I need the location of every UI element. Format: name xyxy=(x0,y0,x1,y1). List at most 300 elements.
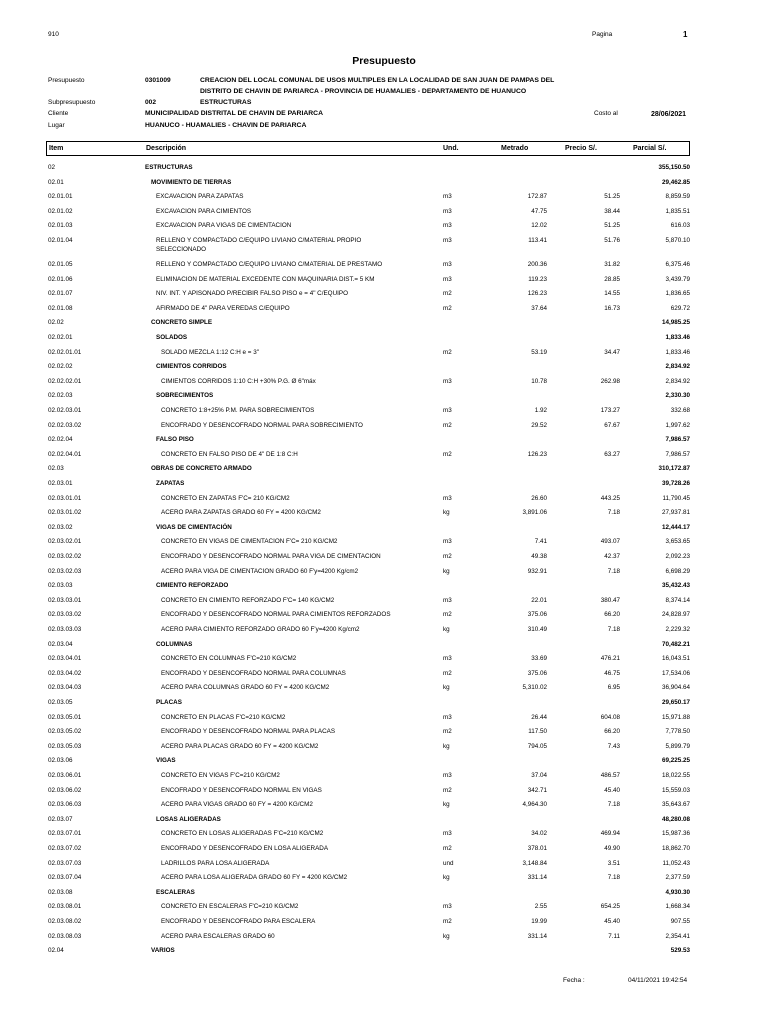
row-parcial: 6,698.29 xyxy=(665,567,690,575)
table-row xyxy=(0,290,768,304)
row-metrado: 375.06 xyxy=(527,611,547,619)
row-item-code: 02.03.02.01 xyxy=(48,538,82,546)
column-header-item: Item xyxy=(49,145,64,152)
row-unit: m3 xyxy=(443,193,452,201)
row-item-code: 02.03.04.03 xyxy=(48,684,82,692)
row-metrado: 3,891.06 xyxy=(522,509,547,517)
row-unit: m3 xyxy=(443,655,452,663)
table-row xyxy=(0,860,768,874)
row-description: ENCOFRADO Y DESENCOFRADO EN LOSA ALIGERADA xyxy=(161,845,329,852)
table-row xyxy=(0,772,768,786)
row-metrado: 34.02 xyxy=(531,830,547,838)
row-metrado: 342.71 xyxy=(527,786,547,794)
row-item-code: 02.03.03.03 xyxy=(48,626,82,633)
row-parcial: 3,653.65 xyxy=(665,538,690,546)
table-row xyxy=(0,830,768,844)
table-row xyxy=(0,757,768,771)
row-description: EXCAVACION PARA VIGAS DE CIMENTACION xyxy=(156,222,292,230)
row-metrado: 331.14 xyxy=(527,874,547,882)
row-metrado: 117.50 xyxy=(528,728,547,736)
row-unit: kg xyxy=(443,684,450,692)
row-description: RELLENO Y COMPACTADO C/EQUIPO LIVIANO C/MATERIAL DE PRESTAMO xyxy=(156,261,383,268)
row-precio: 6.95 xyxy=(607,684,620,692)
row-unit: m3 xyxy=(443,377,452,385)
row-item-code: 02.03.06.03 xyxy=(48,801,82,809)
row-parcial: 1,836.65 xyxy=(665,290,690,298)
row-parcial: 7,778.50 xyxy=(665,728,690,736)
row-precio: 34.47 xyxy=(604,348,620,356)
row-precio: 46.75 xyxy=(604,669,620,677)
row-item-code: 02.03.02.03 xyxy=(48,567,82,575)
row-parcial: 39,728.26 xyxy=(661,480,690,487)
row-description: SOBRECIMIENTOS xyxy=(156,392,214,400)
row-parcial: 11,790.45 xyxy=(662,494,690,502)
table-row xyxy=(0,728,768,742)
row-description: CONCRETO EN COLUMNAS F'C=210 KG/CM2 xyxy=(161,655,297,663)
table-row xyxy=(0,276,768,290)
row-parcial: 529.53 xyxy=(670,947,690,955)
row-description: ACERO PARA VIGA DE CIMENTACION GRADO 60 F'y=4200 Kg/cm2 xyxy=(161,567,359,575)
row-metrado: 113.41 xyxy=(528,237,547,244)
table-row xyxy=(0,714,768,728)
row-metrado: 26.60 xyxy=(531,494,547,502)
row-description: CIMIENTOS CORRIDOS 1:10 C:H +30% P.G. Ø 6"máx xyxy=(161,377,316,385)
row-item-code: 02.03.07 xyxy=(48,815,73,823)
row-metrado: 12.02 xyxy=(531,222,547,230)
table-row xyxy=(0,509,768,523)
row-parcial: 12,444.17 xyxy=(661,523,690,531)
row-precio: 51.76 xyxy=(604,237,620,244)
row-item-code: 02.01.06 xyxy=(48,275,73,283)
row-unit: m3 xyxy=(443,275,452,283)
row-parcial: 629.72 xyxy=(670,304,690,312)
row-description: FALSO PISO xyxy=(156,436,194,444)
row-item-code: 02.03 xyxy=(48,465,64,473)
row-description: ZAPATAS xyxy=(156,480,185,487)
row-description: ENCOFRADO Y DESENCOFRADO NORMAL EN VIGAS xyxy=(161,786,322,794)
row-parcial: 35,643.67 xyxy=(661,801,690,809)
row-item-code: 02.03.02 xyxy=(48,523,73,531)
table-row xyxy=(0,641,768,655)
row-metrado: 932.91 xyxy=(527,567,547,575)
row-description: CONCRETO EN CIMIENTO REFORZADO F'C= 140 KG/CM2 xyxy=(161,596,335,604)
row-unit: m3 xyxy=(443,222,452,230)
row-unit: kg xyxy=(443,801,450,809)
row-description: NIV. INT. Y APISONADO P/RECIBIR FALSO PISO e = 4" C/EQUIPO xyxy=(156,290,348,298)
row-description: ENCOFRADO Y DESENCOFRADO NORMAL PARA PLACAS xyxy=(161,728,336,736)
row-unit: m2 xyxy=(443,611,452,619)
row-description: OBRAS DE CONCRETO ARMADO xyxy=(151,465,252,473)
row-item-code: 02.03.07.01 xyxy=(48,830,82,838)
table-row xyxy=(0,611,768,625)
row-metrado: 26.44 xyxy=(531,713,547,721)
row-precio: 7.18 xyxy=(607,801,620,809)
row-metrado: 172.87 xyxy=(527,193,547,201)
row-precio: 3.51 xyxy=(607,859,620,867)
row-item-code: 02.03.04 xyxy=(48,640,73,648)
table-row xyxy=(0,363,768,377)
row-item-code: 02.02.01.01 xyxy=(48,348,82,356)
row-parcial: 3,439.79 xyxy=(665,275,690,283)
row-item-code: 02.01.05 xyxy=(48,261,73,268)
row-metrado: 33.69 xyxy=(531,655,547,663)
row-item-code: 02.01.02 xyxy=(48,207,73,215)
table-row xyxy=(0,179,768,193)
row-parcial: 15,971.88 xyxy=(661,713,690,721)
row-description: ENCOFRADO Y DESENCOFRADO NORMAL PARA COLUMNAS xyxy=(161,669,346,677)
row-parcial: 11,052.43 xyxy=(662,859,690,867)
row-precio: 42.37 xyxy=(604,553,620,560)
table-row xyxy=(0,319,768,333)
row-parcial: 2,092.23 xyxy=(665,553,690,560)
row-precio: 173.27 xyxy=(600,407,620,414)
table-row xyxy=(0,524,768,538)
row-parcial: 18,022.55 xyxy=(661,772,690,779)
table-row xyxy=(0,164,768,178)
row-parcial: 6,375.46 xyxy=(665,261,690,268)
table-row xyxy=(0,699,768,713)
row-description: ESCALERAS xyxy=(156,888,195,896)
row-unit: m3 xyxy=(443,772,452,779)
row-item-code: 02.03.03 xyxy=(48,582,73,590)
row-parcial: 2,834.92 xyxy=(665,377,690,385)
row-unit: und xyxy=(443,859,454,867)
table-row xyxy=(0,465,768,479)
table-row xyxy=(0,845,768,859)
row-unit: kg xyxy=(443,509,450,517)
row-parcial: 332.68 xyxy=(670,407,690,414)
row-parcial: 355,150.50 xyxy=(658,164,690,171)
row-description: COLUMNAS xyxy=(156,640,193,648)
row-unit: m3 xyxy=(443,713,452,721)
row-parcial: 310,172.87 xyxy=(658,465,690,473)
costo-label: Costo al xyxy=(594,110,618,117)
row-parcial: 2,354.41 xyxy=(665,932,690,940)
row-precio: 51.25 xyxy=(604,193,620,201)
row-precio: 16.73 xyxy=(604,304,620,312)
row-item-code: 02.03.05.03 xyxy=(48,742,82,750)
presupuesto-label: Presupuesto xyxy=(48,77,85,84)
row-precio: 14.55 xyxy=(604,290,620,298)
row-parcial: 4,930.30 xyxy=(665,888,690,896)
row-description: CONCRETO EN ZAPATAS F'C= 210 KG/CM2 xyxy=(161,494,290,502)
row-item-code: 02.03.02.02 xyxy=(48,553,82,560)
table-row xyxy=(0,874,768,888)
row-metrado: 19.99 xyxy=(531,918,547,925)
row-precio: 604.08 xyxy=(600,713,620,721)
row-item-code: 02.03.06.02 xyxy=(48,786,82,794)
row-parcial: 1,997.62 xyxy=(665,421,690,429)
row-metrado: 794.05 xyxy=(527,742,547,750)
table-row xyxy=(0,597,768,611)
row-unit: kg xyxy=(443,567,450,575)
row-item-code: 02.02.03.01 xyxy=(48,407,82,414)
row-description: SOLADO MEZCLA 1:12 C:H e = 3" xyxy=(161,348,259,356)
row-precio: 493.07 xyxy=(600,538,620,546)
row-description: CONCRETO SIMPLE xyxy=(151,319,213,327)
row-unit: kg xyxy=(443,626,450,633)
table-row xyxy=(0,538,768,552)
row-parcial: 1,833.46 xyxy=(665,348,690,356)
row-precio: 67.67 xyxy=(604,421,620,429)
row-description: AFIRMADO DE 4" PARA VEREDAS C/EQUIPO xyxy=(156,304,290,312)
row-precio: 476.21 xyxy=(600,655,620,663)
row-item-code: 02.02.03 xyxy=(48,392,73,400)
row-unit: m2 xyxy=(443,553,452,560)
row-parcial: 5,870.10 xyxy=(665,237,690,244)
row-description: ESTRUCTURAS xyxy=(145,164,193,171)
lugar-label: Lugar xyxy=(48,122,65,129)
fecha-value: 04/11/2021 19:42:54 xyxy=(628,977,688,984)
row-precio: 51.25 xyxy=(604,222,620,230)
row-description: CONCRETO EN LOSAS ALIGERADAS F'C=210 KG/CM2 xyxy=(161,830,324,838)
row-parcial: 907.55 xyxy=(670,918,690,925)
column-header-precio: Precio S/. xyxy=(565,145,597,152)
table-row xyxy=(0,334,768,348)
row-parcial: 1,835.51 xyxy=(665,207,690,215)
row-metrado: 331.14 xyxy=(527,932,547,940)
row-metrado: 126.23 xyxy=(527,450,547,458)
row-parcial: 8,374.14 xyxy=(665,596,690,604)
table-row xyxy=(0,903,768,917)
row-metrado: 3,148.84 xyxy=(522,859,547,867)
row-item-code: 02.03.06.01 xyxy=(48,772,82,779)
row-parcial: 7,986.57 xyxy=(665,436,690,444)
subpresupuesto-name: ESTRUCTURAS xyxy=(200,99,252,106)
row-description: CIMIENTO REFORZADO xyxy=(156,582,229,590)
row-unit: m2 xyxy=(443,786,452,794)
row-item-code: 02.02 xyxy=(48,319,64,327)
row-precio: 28.85 xyxy=(604,275,620,283)
row-description: ACERO PARA ESCALERAS GRADO 60 xyxy=(161,932,275,940)
row-parcial: 2,229.32 xyxy=(665,626,690,633)
column-header-metrado: Metrado xyxy=(501,145,529,152)
row-parcial: 15,559.03 xyxy=(661,786,690,794)
presupuesto-name-line2: DISTRITO DE CHAVIN DE PARIARCA - PROVINCIA DE HUAMALIES - DEPARTAMENTO DE HUANUCO xyxy=(200,88,527,95)
row-precio: 45.40 xyxy=(604,918,620,925)
row-item-code: 02.02.03.02 xyxy=(48,421,82,429)
row-unit: kg xyxy=(443,932,450,940)
page-number: 1 xyxy=(683,30,688,39)
row-description: CONCRETO EN PLACAS F'C=210 KG/CM2 xyxy=(161,713,286,721)
table-row xyxy=(0,261,768,275)
row-parcial: 616.03 xyxy=(670,222,690,230)
document-title: Presupuesto xyxy=(352,55,416,67)
row-parcial: 17,534.06 xyxy=(661,669,690,677)
row-description: PLACAS xyxy=(156,699,182,706)
row-metrado: 7.41 xyxy=(534,538,547,546)
row-item-code: 02.03.03.02 xyxy=(48,611,82,619)
row-description: ACERO PARA LOSA ALIGERADA GRADO 60 FY = 4200 KG/CM2 xyxy=(161,874,348,882)
row-parcial: 48,280.08 xyxy=(661,815,690,823)
row-metrado: 37.64 xyxy=(531,304,547,312)
row-unit: m3 xyxy=(443,207,452,215)
row-parcial: 1,833.46 xyxy=(665,334,690,341)
row-item-code: 02.03.05.01 xyxy=(48,713,82,721)
lugar-value: HUANUCO - HUAMALIES - CHAVIN DE PARIARCA xyxy=(145,122,307,129)
column-header-parcial: Parcial S/. xyxy=(633,145,667,152)
table-row xyxy=(0,933,768,947)
row-parcial: 14,985.25 xyxy=(661,319,690,327)
row-description: LADRILLOS PARA LOSA ALIGERADA xyxy=(161,859,270,867)
column-header-und: Und. xyxy=(443,145,459,152)
row-metrado: 53.19 xyxy=(531,348,547,356)
row-metrado: 375.06 xyxy=(527,669,547,677)
row-item-code: 02.03.01.01 xyxy=(48,494,82,502)
row-unit: m2 xyxy=(443,728,452,736)
row-metrado: 200.36 xyxy=(527,261,547,268)
fecha-label: Fecha : xyxy=(563,977,585,984)
row-item-code: 02.02.02 xyxy=(48,363,73,371)
row-parcial: 18,862.70 xyxy=(661,845,690,852)
row-precio: 486.57 xyxy=(600,772,620,779)
table-row xyxy=(0,193,768,207)
row-precio: 66.20 xyxy=(604,611,620,619)
row-item-code: 02.03.01 xyxy=(48,480,73,487)
report-code: 910 xyxy=(48,31,59,38)
row-item-code: 02.03.08.02 xyxy=(48,918,82,925)
row-unit: m3 xyxy=(443,407,452,414)
row-metrado: 119.23 xyxy=(528,275,547,283)
row-metrado: 29.52 xyxy=(531,421,547,429)
row-item-code: 02.03.08.01 xyxy=(48,903,82,911)
row-item-code: 02.01.04 xyxy=(48,237,73,244)
row-parcial: 29,650.17 xyxy=(661,699,690,706)
row-item-code: 02.02.02.01 xyxy=(48,377,82,385)
row-unit: m2 xyxy=(443,304,452,312)
row-item-code: 02.03.05 xyxy=(48,699,73,706)
row-metrado: 1.92 xyxy=(534,407,547,414)
table-row xyxy=(0,816,768,830)
row-item-code: 02.01.01 xyxy=(48,193,73,201)
row-item-code: 02.03.07.03 xyxy=(48,859,82,867)
row-metrado: 10.78 xyxy=(531,377,547,385)
row-item-code: 02.03.07.02 xyxy=(48,845,82,852)
row-parcial: 24,828.97 xyxy=(661,611,690,619)
row-description: ACERO PARA ZAPATAS GRADO 60 FY = 4200 KG/CM2 xyxy=(161,509,321,517)
row-item-code: 02.01 xyxy=(48,178,64,186)
row-unit: m3 xyxy=(443,830,452,838)
row-parcial: 5,899.79 xyxy=(665,742,690,750)
table-row xyxy=(0,787,768,801)
row-parcial: 15,987.36 xyxy=(661,830,690,838)
table-row xyxy=(0,436,768,450)
row-parcial: 27,937.81 xyxy=(661,509,690,517)
row-description: ENCOFRADO Y DESENCOFRADO NORMAL PARA SOBRECIMIENTO xyxy=(161,421,363,429)
table-row xyxy=(0,918,768,932)
row-parcial: 36,904.64 xyxy=(661,684,690,692)
row-unit: m2 xyxy=(443,845,452,852)
table-row xyxy=(0,743,768,757)
row-item-code: 02.04 xyxy=(48,947,64,955)
row-description: ACERO PARA VIGAS GRADO 60 FY = 4200 KG/CM2 xyxy=(161,801,313,809)
row-unit: m2 xyxy=(443,669,452,677)
row-parcial: 16,043.51 xyxy=(661,655,690,663)
row-precio: 7.18 xyxy=(607,567,620,575)
row-metrado: 2.55 xyxy=(534,903,547,911)
row-description: VIGAS xyxy=(156,757,176,765)
row-unit: kg xyxy=(443,742,450,750)
row-item-code: 02.03.06 xyxy=(48,757,73,765)
row-unit: m2 xyxy=(443,348,452,356)
row-item-code: 02.03.08.03 xyxy=(48,932,82,940)
table-row xyxy=(0,451,768,465)
row-unit: m2 xyxy=(443,421,452,429)
row-precio: 380.47 xyxy=(600,596,620,604)
row-metrado: 4,964.30 xyxy=(522,801,547,809)
row-description: ACERO PARA PLACAS GRADO 60 FY = 4200 KG/CM2 xyxy=(161,742,319,750)
row-item-code: 02.02.01 xyxy=(48,334,73,341)
row-unit: m3 xyxy=(443,494,452,502)
table-row xyxy=(0,407,768,421)
table-row xyxy=(0,947,768,961)
table-row xyxy=(0,684,768,698)
presupuesto-name-line1: CREACION DEL LOCAL COMUNAL DE USOS MULTIPLES EN LA LOCALIDAD DE SAN JUAN DE PAMPAS DEL xyxy=(200,77,555,84)
table-row xyxy=(0,305,768,319)
row-metrado: 37.04 xyxy=(531,772,547,779)
row-unit: kg xyxy=(443,874,450,882)
table-row xyxy=(0,480,768,494)
table-row xyxy=(0,392,768,406)
presupuesto-code: 0301009 xyxy=(145,77,171,84)
column-header-descripcion: Descripción xyxy=(146,145,187,152)
row-description: EXCAVACION PARA ZAPATAS xyxy=(156,193,244,201)
row-metrado: 22.01 xyxy=(531,596,547,604)
row-item-code: 02.03.01.02 xyxy=(48,509,82,517)
row-parcial: 69,225.25 xyxy=(661,757,690,765)
row-parcial: 35,432.43 xyxy=(661,582,690,590)
row-description: ELIMINACION DE MATERIAL EXCEDENTE CON MAQUINARIA DIST.= 5 KM xyxy=(156,275,375,283)
row-precio: 66.20 xyxy=(604,728,620,736)
table-row xyxy=(0,655,768,669)
row-item-code: 02.03.07.04 xyxy=(48,874,82,882)
row-item-code: 02.03.08 xyxy=(48,888,73,896)
row-description: ENCOFRADO Y DESENCOFRADO NORMAL PARA VIGA DE CIMENTACION xyxy=(161,553,381,560)
row-unit: m3 xyxy=(443,538,452,546)
table-row xyxy=(0,801,768,815)
row-parcial: 70,482.21 xyxy=(661,640,690,648)
row-description: CONCRETO EN VIGAS F'C=210 KG/CM2 xyxy=(161,772,280,779)
row-unit: m3 xyxy=(443,903,452,911)
row-description: CONCRETO EN FALSO PISO DE 4" DE 1:8 C:H xyxy=(161,450,298,458)
row-precio: 469.94 xyxy=(600,830,620,838)
row-unit: m2 xyxy=(443,918,452,925)
row-item-code: 02.02.04.01 xyxy=(48,450,82,458)
row-precio: 443.25 xyxy=(600,494,620,502)
page-label: Pagina xyxy=(592,31,613,38)
row-precio: 49.90 xyxy=(604,845,620,852)
table-row xyxy=(0,582,768,596)
cliente-value: MUNICIPALIDAD DISTRITAL DE CHAVIN DE PARIARCA xyxy=(145,110,323,117)
row-item-code: 02 xyxy=(48,164,56,171)
row-unit: m3 xyxy=(443,261,452,268)
row-description: SOLADOS xyxy=(156,334,188,341)
table-row xyxy=(0,378,768,392)
row-parcial: 1,668.34 xyxy=(665,903,690,911)
row-description: VIGAS DE CIMENTACIÓN xyxy=(156,523,232,531)
subpresupuesto-label: Subpresupuesto xyxy=(48,99,96,106)
row-unit: m2 xyxy=(443,290,452,298)
row-parcial: 8,859.59 xyxy=(665,193,690,201)
row-precio: 7.18 xyxy=(607,874,620,882)
row-unit: m2 xyxy=(443,450,452,458)
row-item-code: 02.01.08 xyxy=(48,304,73,312)
row-description: EXCAVACION PARA CIMIENTOS xyxy=(156,207,252,215)
row-metrado: 310.49 xyxy=(527,626,547,633)
row-parcial: 2,330.30 xyxy=(665,392,690,400)
row-metrado: 126.23 xyxy=(527,290,547,298)
subpresupuesto-code: 002 xyxy=(145,99,157,106)
